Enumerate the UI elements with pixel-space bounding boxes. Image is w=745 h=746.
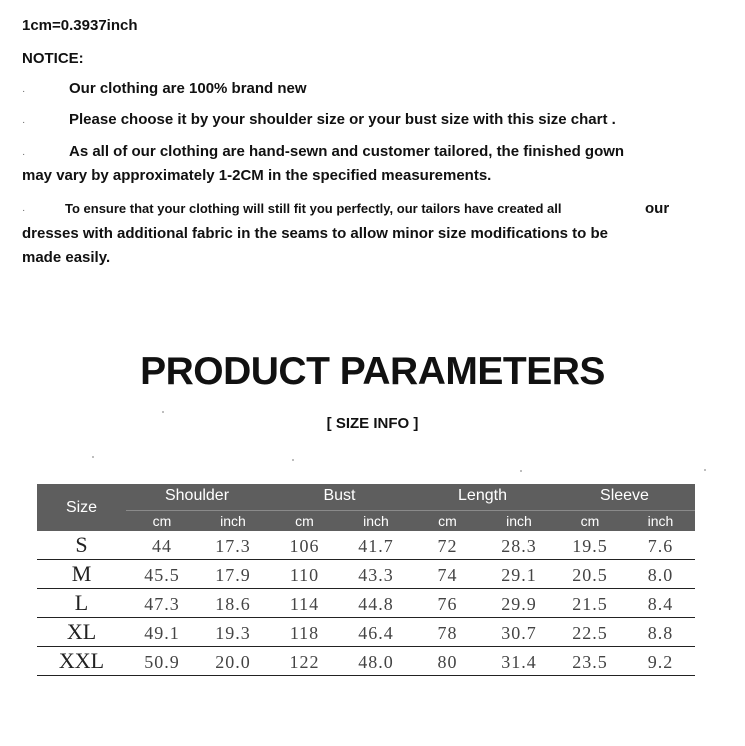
notice-line: To ensure that your clothing will still fit you perfectly, our tailors have created all [65, 201, 562, 216]
size-column-header: Size [65, 499, 98, 516]
size-cell: XXL [58, 648, 105, 673]
table-row [37, 618, 695, 647]
value-cell: 45.5 [144, 565, 180, 585]
speck [292, 459, 294, 461]
group-header-bust: Bust [323, 487, 356, 504]
table-row [37, 647, 695, 676]
value-cell: 29.1 [501, 565, 537, 585]
value-cell: 49.1 [144, 623, 180, 643]
value-cell: 43.3 [358, 565, 394, 585]
speck [92, 456, 94, 458]
value-cell: 19.3 [215, 623, 251, 643]
notice-line: Our clothing are 100% brand new [69, 80, 307, 97]
table-row [37, 589, 695, 618]
value-cell: 8.8 [647, 623, 674, 643]
bullet: · [22, 117, 26, 128]
value-cell: 80 [437, 652, 458, 672]
bullet: · [22, 149, 26, 160]
page-subtitle: [ SIZE INFO ] [326, 415, 419, 432]
notice-line: made easily. [22, 249, 111, 266]
notice-line: may vary by approximately 1-2CM in the specified measurements. [22, 167, 492, 184]
speck [520, 470, 522, 472]
header-divider [126, 510, 695, 511]
value-cell: 31.4 [501, 652, 537, 672]
unit-header: cm [580, 513, 600, 529]
value-cell: 78 [437, 623, 458, 643]
value-cell: 17.3 [215, 536, 251, 556]
value-cell: 114 [289, 594, 320, 614]
notice-heading: NOTICE: [22, 50, 84, 67]
value-cell: 44.8 [358, 594, 394, 614]
conversion-note: 1cm=0.3937inch [22, 17, 138, 34]
unit-header: inch [220, 513, 246, 529]
bullet: · [22, 86, 26, 97]
value-cell: 46.4 [358, 623, 394, 643]
value-cell: 76 [437, 594, 458, 614]
value-cell: 122 [289, 652, 320, 672]
value-cell: 19.5 [572, 536, 608, 556]
value-cell: 18.6 [215, 594, 251, 614]
value-cell: 50.9 [144, 652, 180, 672]
value-cell: 17.9 [215, 565, 251, 585]
table-row [37, 560, 695, 589]
value-cell: 74 [437, 565, 458, 585]
value-cell: 29.9 [501, 594, 537, 614]
unit-header: cm [152, 513, 172, 529]
speck [704, 469, 706, 471]
size-cell: M [71, 561, 92, 586]
unit-header: inch [647, 513, 674, 529]
value-cell: 22.5 [572, 623, 608, 643]
value-cell: 28.3 [501, 536, 537, 556]
group-header-sleeve: Sleeve [600, 487, 649, 504]
speck [162, 411, 164, 413]
value-cell: 7.6 [647, 536, 674, 556]
value-cell: 110 [289, 565, 320, 585]
size-cell: S [75, 532, 88, 557]
notice-line: Please choose it by your shoulder size or your bust size with this size chart . [69, 111, 616, 128]
group-header-length: Length [458, 487, 507, 504]
unit-header: inch [363, 513, 389, 529]
value-cell: 118 [289, 623, 320, 643]
value-cell: 8.0 [647, 565, 674, 585]
unit-header: cm [295, 513, 314, 529]
value-cell: 106 [289, 536, 320, 556]
value-cell: 30.7 [501, 623, 537, 643]
size-cell: L [74, 590, 89, 615]
unit-header: inch [506, 513, 532, 529]
notice-line: As all of our clothing are hand-sewn and customer tailored, the finished gown [69, 143, 625, 160]
page-title: PRODUCT PARAMETERS [140, 350, 605, 393]
value-cell: 20.0 [215, 652, 251, 672]
bullet: · [22, 205, 26, 216]
value-cell: 41.7 [358, 536, 394, 556]
value-cell: 9.2 [647, 652, 674, 672]
value-cell: 44 [152, 536, 172, 556]
table-header [37, 484, 695, 531]
size-cell: XL [66, 619, 97, 644]
group-header-shoulder: Shoulder [164, 487, 230, 504]
value-cell: 8.4 [647, 594, 674, 614]
value-cell: 48.0 [358, 652, 394, 672]
size-table [37, 484, 695, 676]
value-cell: 23.5 [572, 652, 608, 672]
notice-line: our [645, 200, 670, 217]
notice-line: dresses with additional fabric in the seams to allow minor size modifications to be [22, 225, 608, 242]
value-cell: 21.5 [572, 594, 608, 614]
value-cell: 72 [437, 536, 458, 556]
unit-header: cm [438, 513, 457, 529]
table-row [37, 531, 695, 560]
value-cell: 47.3 [144, 594, 180, 614]
value-cell: 20.5 [572, 565, 608, 585]
